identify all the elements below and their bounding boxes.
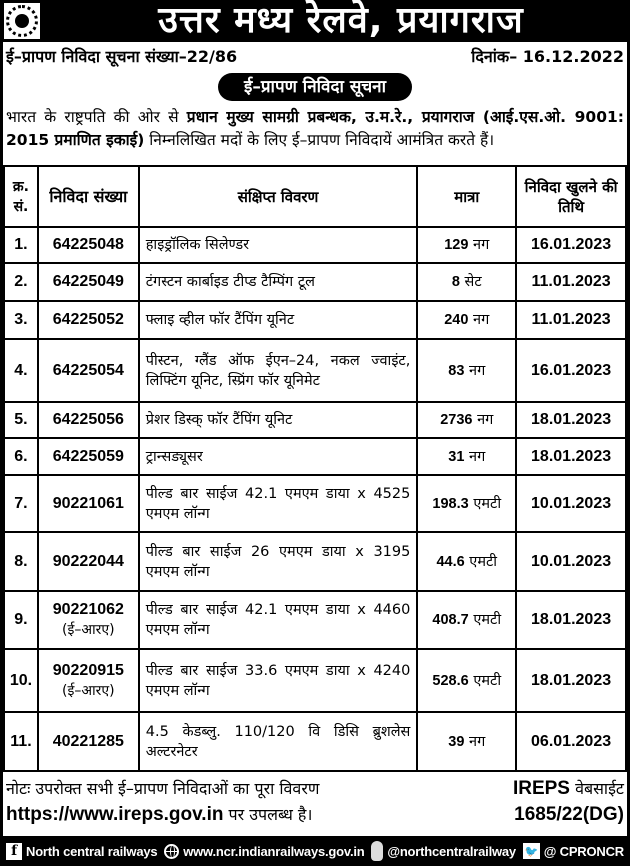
quantity-value: 240 xyxy=(444,312,469,328)
cell-description: पील्ड बार साईज 26 एमएम डाया x 3195 एमएम लॉन्ग xyxy=(139,532,418,591)
tender-number: 90222044 xyxy=(52,552,124,570)
cell-quantity xyxy=(417,532,516,591)
notice-subheader xyxy=(6,45,624,67)
facebook-link[interactable] xyxy=(6,843,157,860)
intro-text-2: निम्नलिखित मदों के लिए ई–प्रापण निविदायें आमंत्रित करते हैं। xyxy=(144,131,495,149)
cell-quantity xyxy=(417,227,516,263)
table-row xyxy=(4,649,626,712)
cell-quantity xyxy=(417,475,516,532)
title-banner xyxy=(0,0,630,42)
cell-opening-date: 10.01.2023 xyxy=(516,532,626,591)
notice-number: ई–प्रापण निविदा सूचना संख्या–22/86 xyxy=(6,47,238,66)
tender-number: 90221061 xyxy=(52,494,124,512)
notice-badge-wrap xyxy=(0,73,630,101)
cell-serial: 5. xyxy=(4,402,38,438)
cell-tender-number xyxy=(38,438,139,475)
col-header-sn: क्र. सं. xyxy=(4,166,38,227)
cell-description: ट्रान्सड्यूसर xyxy=(139,438,418,475)
quantity-unit: नग xyxy=(469,733,486,750)
cell-quantity xyxy=(417,402,516,438)
website-link[interactable] xyxy=(164,844,364,859)
tender-number: 64225059 xyxy=(52,447,124,465)
website-word: वेबसाईट xyxy=(575,779,624,798)
cell-description: टंगस्टन कार्बाइड टीप्ड टैम्पिंग टूल xyxy=(139,263,418,301)
facebook-icon: f xyxy=(6,843,22,860)
ireps-label: IREPS xyxy=(512,778,570,799)
cell-serial: 3. xyxy=(4,301,38,339)
tender-number: 90221062 xyxy=(52,601,124,618)
cell-quantity xyxy=(417,263,516,301)
twitter-link[interactable] xyxy=(523,843,624,859)
cell-opening-date: 06.01.2023 xyxy=(516,712,626,771)
reference-code: 1685/22(DG) xyxy=(514,804,624,825)
table-row xyxy=(4,227,626,263)
cell-opening-date: 18.01.2023 xyxy=(516,402,626,438)
table-row xyxy=(4,591,626,649)
globe-icon xyxy=(164,844,179,859)
tender-subtype: (ई–आरए) xyxy=(62,622,115,638)
cell-opening-date: 18.01.2023 xyxy=(516,438,626,475)
cell-quantity xyxy=(417,649,516,712)
tender-number: 64225052 xyxy=(52,311,124,328)
tender-number: 40221285 xyxy=(52,732,124,750)
cell-tender-number xyxy=(38,263,139,301)
quantity-value: 8 xyxy=(451,274,460,290)
quantity-value: 39 xyxy=(448,733,465,750)
quantity-unit: नग xyxy=(477,412,494,428)
twitter-icon: 🐦 xyxy=(523,843,540,859)
cell-quantity xyxy=(417,301,516,339)
cell-serial: 6. xyxy=(4,438,38,475)
cell-tender-number xyxy=(38,402,139,438)
quantity-value: 31 xyxy=(448,448,465,465)
cell-tender-number xyxy=(38,227,139,263)
koo-bird-icon xyxy=(371,841,383,861)
tender-table xyxy=(3,165,627,772)
note-text: नोटः उपरोक्त सभी ई–प्रापण निविदाओं का पूरा विवरण xyxy=(6,779,320,798)
cell-description: पील्ड बार साईज 33.6 एमएम डाया x 4240 एमएम लॉन्ग xyxy=(139,649,418,712)
cell-serial: 1. xyxy=(4,227,38,263)
cell-serial: 4. xyxy=(4,339,38,402)
cell-serial: 11. xyxy=(4,712,38,771)
cell-description: 4.5 केडब्लु. 110/120 वि डिसि ब्रुशलेस अल्टरनेटर xyxy=(139,712,418,771)
cell-opening-date: 11.01.2023 xyxy=(516,301,626,339)
quantity-unit: नग xyxy=(473,237,490,253)
koo-label: @northcentralrailway xyxy=(387,843,516,859)
notice-badge: ई–प्रापण निविदा सूचना xyxy=(218,73,412,101)
availability-text: पर उपलब्ध है। xyxy=(223,805,313,824)
cell-quantity xyxy=(417,712,516,771)
table-row xyxy=(4,263,626,301)
cell-description: फ्लाइ व्हील फॉर टैंपिंग यूनिट xyxy=(139,301,418,339)
table-row xyxy=(4,712,626,771)
social-footer xyxy=(0,836,630,866)
cell-opening-date: 18.01.2023 xyxy=(516,649,626,712)
cell-quantity xyxy=(417,438,516,475)
table-row xyxy=(4,301,626,339)
cell-description: पीस्टन, ग्लैंड ऑफ ईएन–24, नकल ज्वाइंट, लिफ्टिंग यूनिट, स्प्रिंग फॉर यूनिमेट xyxy=(139,339,418,402)
tender-subtype: (ई–आरए) xyxy=(62,682,115,699)
quantity-unit: सेट xyxy=(464,274,482,290)
cell-tender-number xyxy=(38,591,139,649)
table-row xyxy=(4,475,626,532)
quantity-value: 528.6 xyxy=(432,672,469,689)
quantity-value: 129 xyxy=(444,237,469,253)
quantity-value: 2736 xyxy=(440,412,473,428)
website-label: www.ncr.indianrailways.gov.in xyxy=(183,843,365,859)
table-row xyxy=(4,532,626,591)
intro-paragraph xyxy=(6,106,624,152)
intro-authority: प्रधान मुख्य सामग्री प्रबन्धक, उ.म.रे., प्रयागराज (आई.एस.ओ. 9001: 2015 प्रमाणित इकाई) xyxy=(6,108,624,149)
koo-link[interactable] xyxy=(371,841,516,861)
quantity-value: 198.3 xyxy=(432,495,469,512)
table-row xyxy=(4,402,626,438)
cell-serial: 10. xyxy=(4,649,38,712)
table-body xyxy=(4,227,626,771)
railway-emblem-icon xyxy=(4,3,40,39)
cell-tender-number xyxy=(38,475,139,532)
ireps-link[interactable]: https://www.ireps.gov.in xyxy=(6,804,224,825)
quantity-unit: नग xyxy=(473,312,490,328)
col-header-opening-date: निविदा खुलने की तिथि xyxy=(516,166,626,227)
page-title: उत्तर मध्य रेलवे, प्रयागराज xyxy=(158,0,524,41)
quantity-unit: नग xyxy=(469,448,486,465)
tender-number: 64225054 xyxy=(52,361,124,379)
quantity-unit: एमटी xyxy=(473,495,502,512)
cell-tender-number xyxy=(38,712,139,771)
table-header-row xyxy=(4,166,626,227)
note-section xyxy=(6,776,624,828)
cell-quantity xyxy=(417,339,516,402)
cell-description: प्रेशर डिस्क् फॉर टैंपिंग यूनिट xyxy=(139,402,418,438)
cell-opening-date: 16.01.2023 xyxy=(516,227,626,263)
cell-serial: 8. xyxy=(4,532,38,591)
cell-serial: 9. xyxy=(4,591,38,649)
notice-date: दिनांक– 16.12.2022 xyxy=(471,47,624,66)
tender-number: 64225048 xyxy=(52,236,124,253)
facebook-label: North central railways xyxy=(26,843,158,859)
cell-tender-number xyxy=(38,649,139,712)
cell-opening-date: 16.01.2023 xyxy=(516,339,626,402)
cell-tender-number xyxy=(38,532,139,591)
cell-opening-date: 10.01.2023 xyxy=(516,475,626,532)
quantity-value: 44.6 xyxy=(436,553,465,570)
cell-description: पील्ड बार साईज 42.1 एमएम डाया x 4525 एमएम लॉन्ग xyxy=(139,475,418,532)
quantity-unit: एमटी xyxy=(469,553,498,570)
cell-description: पील्ड बार साईज 42.1 एमएम डाया x 4460 एमएम लॉन्ग xyxy=(139,591,418,649)
cell-quantity xyxy=(417,591,516,649)
quantity-value: 408.7 xyxy=(432,612,469,628)
table-row xyxy=(4,339,626,402)
quantity-unit: एमटी xyxy=(473,612,502,628)
intro-text-1: भारत के राष्ट्रपति की ओर से xyxy=(6,108,187,126)
cell-tender-number xyxy=(38,339,139,402)
col-header-tender-no: निविदा संख्या xyxy=(38,166,139,227)
tender-number: 64225049 xyxy=(52,273,124,290)
cell-tender-number xyxy=(38,301,139,339)
col-header-quantity: मात्रा xyxy=(417,166,516,227)
col-header-description: संक्षिप्त विवरण xyxy=(139,166,418,227)
tender-number: 90220915 xyxy=(52,661,124,679)
tender-number: 64225056 xyxy=(52,411,124,428)
quantity-unit: नग xyxy=(469,362,486,379)
cell-serial: 2. xyxy=(4,263,38,301)
twitter-label: @ CPRONCR xyxy=(543,843,624,859)
cell-opening-date: 11.01.2023 xyxy=(516,263,626,301)
cell-serial: 7. xyxy=(4,475,38,532)
cell-description: हाइड्रॉलिक सिलेण्डर xyxy=(139,227,418,263)
quantity-value: 83 xyxy=(448,362,465,379)
quantity-unit: एमटी xyxy=(473,672,502,689)
cell-opening-date: 18.01.2023 xyxy=(516,591,626,649)
table-row xyxy=(4,438,626,475)
